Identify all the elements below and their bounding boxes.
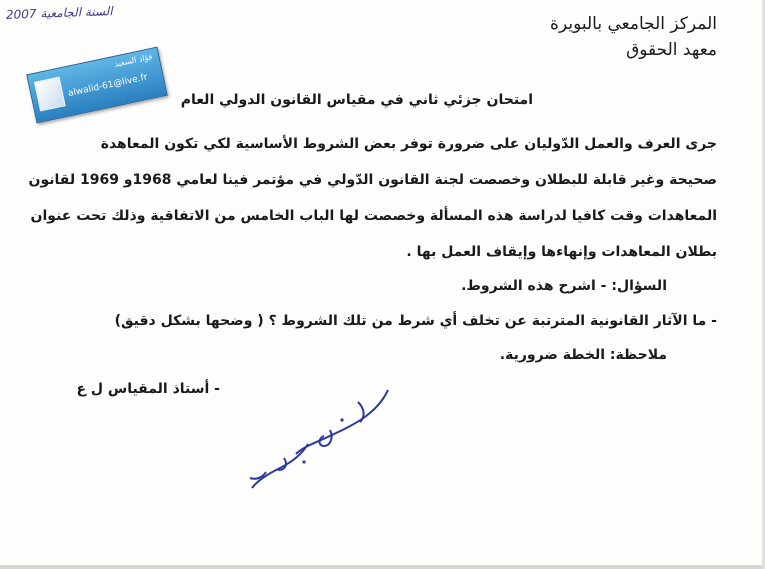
paragraph-line: المعاهدات وقت كافيا لدراسة هذه المسألة وخصصت لها الباب الخامس من الاتفاقية وذلك تحت عنوان — [30, 208, 717, 224]
watermark-email: alwalid-61@live.fr — [67, 72, 149, 100]
paragraph-line: صحيحة وغير قابلة للبطلان وخصصت لجنة القانون الدّولي في مؤتمر فينا لعامي 1968و 1969 لقانون — [28, 172, 717, 188]
watermark-avatar — [34, 77, 66, 112]
paragraph-line: بطلان المعاهدات وإنهاءها وإيقاف العمل بها . — [406, 244, 717, 260]
exam-title: امتحان جزئي ثاني في مقياس القانون الدولي العام — [180, 92, 533, 108]
uploader-watermark — [26, 47, 167, 124]
handwritten-signature — [238, 372, 418, 498]
watermark-name: فؤاد السعيد — [113, 51, 154, 69]
institution-name: المركز الجامعي بالبويرة — [550, 14, 717, 34]
scan-edge-bottom — [0, 565, 765, 569]
institute-name: معهد الحقوق — [626, 40, 717, 60]
professor-signature-line: - أستاذ المقياس ل ع — [76, 381, 220, 397]
note: ملاحظة: الخطة ضرورية. — [499, 347, 667, 363]
question-2: - ما الآثار القانونية المترتبة عن تخلف أي شرط من تلك الشروط ؟ ( وضحها بشكل دقيق) — [114, 313, 717, 329]
paragraph-line: جرى العرف والعمل الدّوليان على ضرورة توفر بعض الشروط الأساسية لكي تكون المعاهدة — [100, 136, 717, 152]
question-1: السؤال: - اشرح هذه الشروط. — [461, 278, 667, 294]
handwritten-academic-year: السنة الجامعية 2007 — [5, 4, 113, 22]
